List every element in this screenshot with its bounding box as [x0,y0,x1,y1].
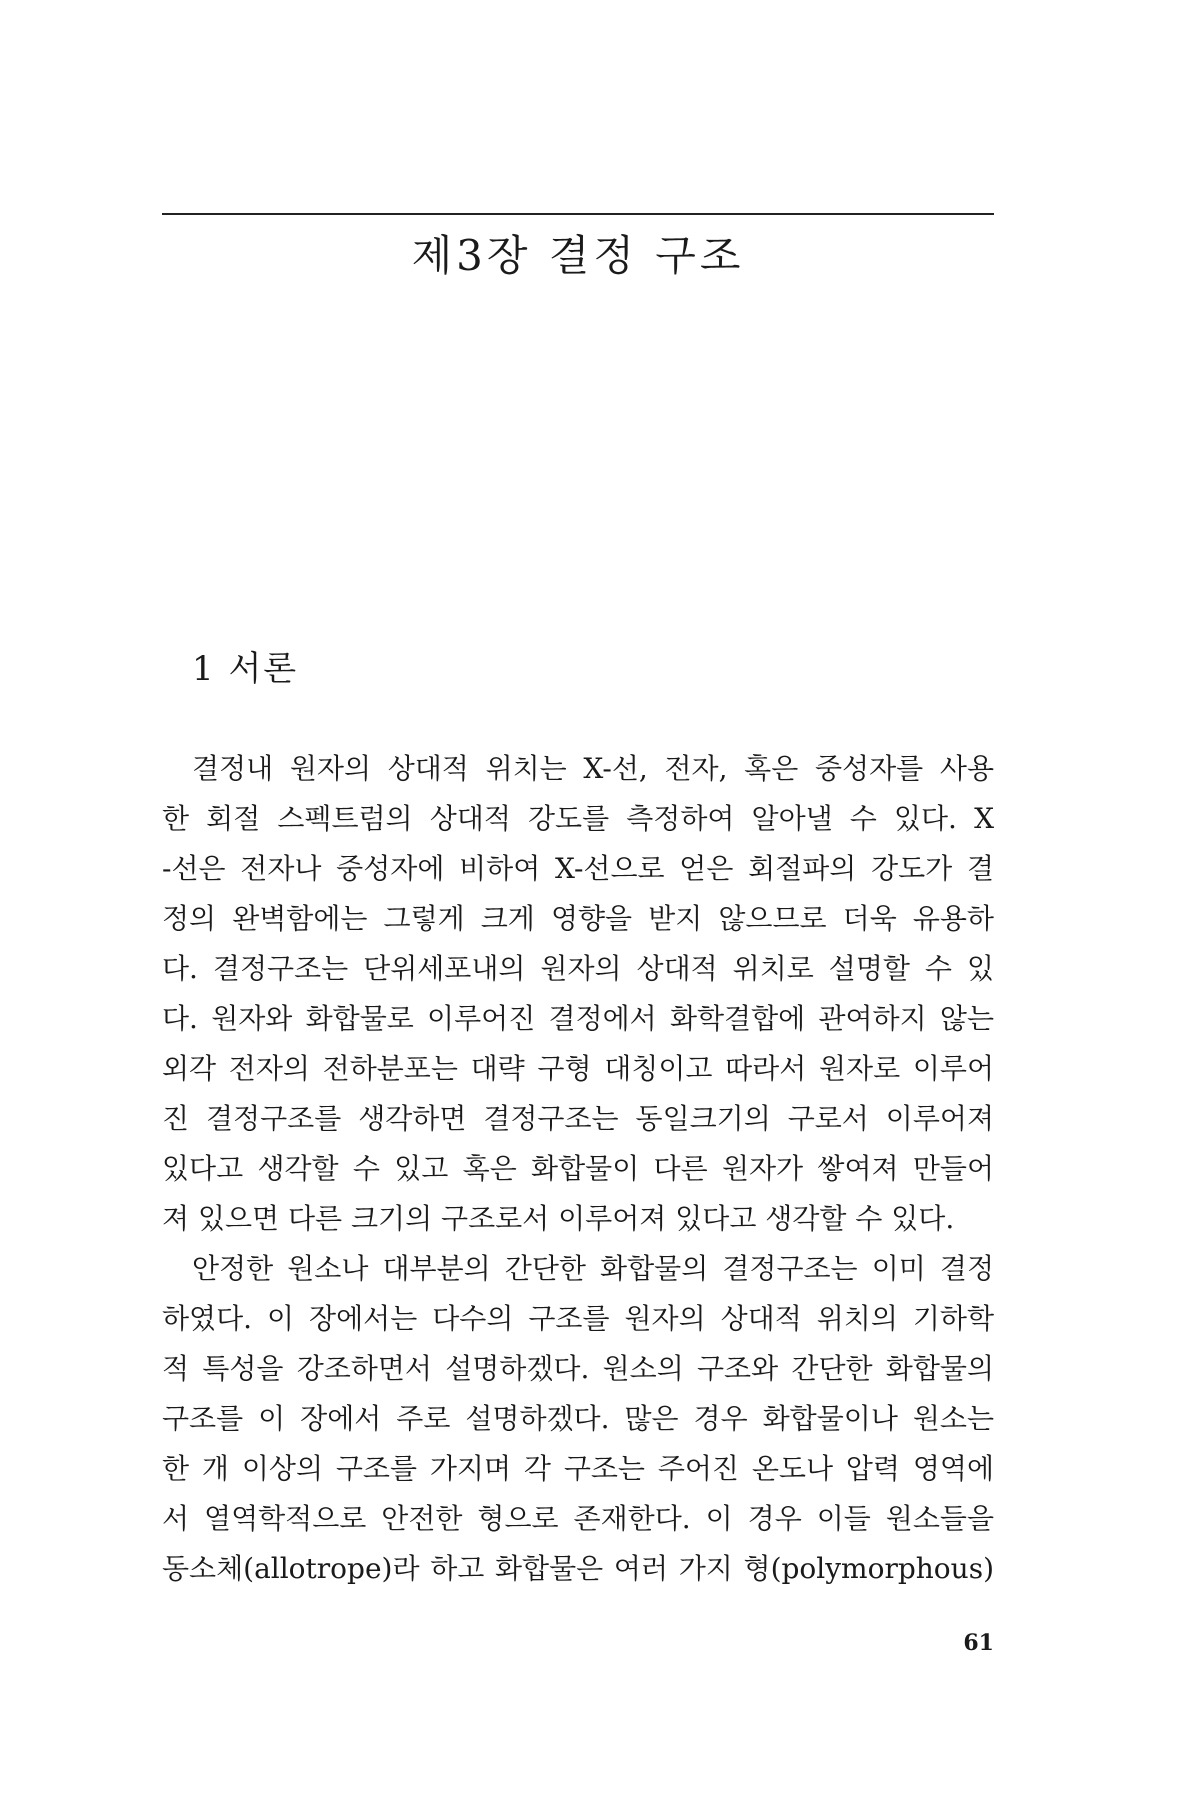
body-line: 결정내 원자의 상대적 위치는 X-선, 전자, 혹은 중성자를 사용 [192,752,994,785]
body-line: 서 열역학적으로 안전한 형으로 존재한다. 이 경우 이들 원소들을 [162,1502,994,1535]
page-number: 61 [963,1630,994,1656]
body-line: 정의 완벽함에는 그렇게 크게 영향을 받지 않으므로 더욱 유용하 [162,902,994,935]
body-line: 다. 결정구조는 단위세포내의 원자의 상대적 위치로 설명할 수 있 [162,952,994,985]
body-line: 있다고 생각할 수 있고 혹은 화합물이 다른 원자가 쌓여져 만들어 [162,1152,994,1185]
body-line: 적 특성을 강조하면서 설명하겠다. 원소의 구조와 간단한 화합물의 [162,1352,994,1385]
chapter-top-rule [162,213,994,215]
body-line: 하였다. 이 장에서는 다수의 구조를 원자의 상대적 위치의 기하학 [162,1302,994,1335]
body-line: 진 결정구조를 생각하면 결정구조는 동일크기의 구로서 이루어져 [162,1102,994,1135]
body-line: 져 있으면 다른 크기의 구조로서 이루어져 있다고 생각할 수 있다. [162,1202,955,1235]
body-line: 다. 원자와 화합물로 이루어진 결정에서 화학결합에 관여하지 않는 [162,1002,994,1035]
section-heading: 1 서론 [192,649,299,689]
body-line: 한 회절 스펙트럼의 상대적 강도를 측정하여 알아낼 수 있다. X [162,802,994,835]
body-line: 외각 전자의 전하분포는 대략 구형 대칭이고 따라서 원자로 이루어 [162,1052,994,1085]
body-line: -선은 전자나 중성자에 비하여 X-선으로 얻은 회절파의 강도가 결 [162,852,994,885]
body-text [162,744,994,1594]
body-line: 한 개 이상의 구조를 가지며 각 구조는 주어진 온도나 압력 영역에 [162,1452,994,1485]
body-line: 안정한 원소나 대부분의 간단한 화합물의 결정구조는 이미 결정 [192,1252,994,1285]
body-line: 동소체(allotrope)라 하고 화합물은 여러 가지 형(polymorphous) [162,1552,994,1585]
chapter-title: 제3장 결정 구조 [411,231,745,280]
body-line: 구조를 이 장에서 주로 설명하겠다. 많은 경우 화합물이나 원소는 [162,1402,994,1435]
